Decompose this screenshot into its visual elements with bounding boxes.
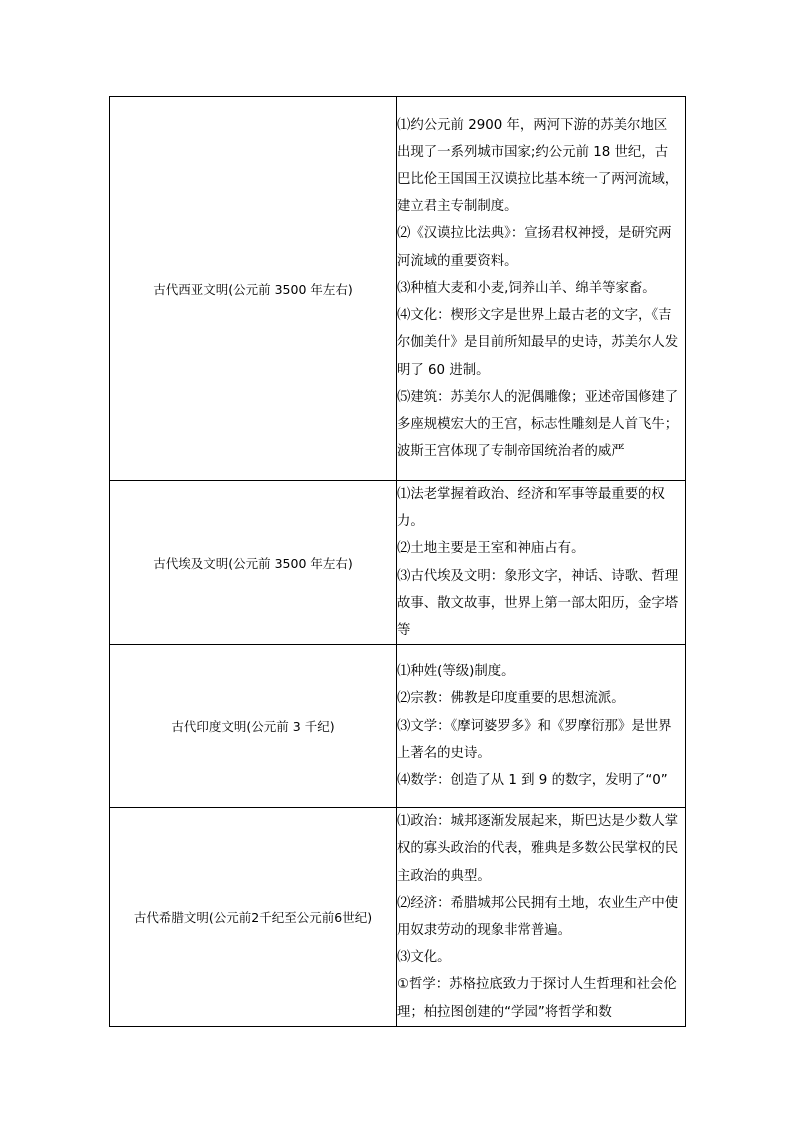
- list-item: ⑵宗教：佛教是印度重要的思想流派。: [397, 691, 625, 707]
- list-item: ⑵土地主要是王室和神庙占有。: [397, 541, 585, 557]
- table-row: [110, 481, 686, 645]
- table-row: [110, 808, 686, 1027]
- row-title: 古代埃及文明(公元前 3500 年左右): [110, 481, 397, 645]
- row-title: 古代西亚文明(公元前 3500 年左右): [110, 97, 397, 481]
- list-item: ⑴种姓(等级)制度。: [397, 664, 515, 680]
- row-description: [397, 808, 686, 1027]
- list-item: ⑴政治：城邦逐渐发展起来，斯巴达是少数人掌权的寡头政治的代表，雅典是多数公民掌权的民主政治的典型。: [397, 814, 679, 884]
- list-item: ⑶古代埃及文明：象形文字，神话、诗歌、哲理故事、散文故事，世界上第一部太阳历，金字塔等: [397, 568, 679, 639]
- row-description: [397, 97, 686, 481]
- list-item: ⑷文化：楔形文字是世界上最古老的文字，《吉尔伽美什》是目前所知最早的史诗，苏美尔人发明了 60 进制。: [397, 308, 679, 378]
- row-title: 古代印度文明(公元前 3 千纪): [110, 645, 397, 808]
- civilization-table: [109, 96, 686, 1027]
- row-title: 古代希腊文明(公元前2千纪至公元前6世纪): [110, 808, 397, 1027]
- list-item: ⑵经济：希腊城邦公民拥有土地，农业生产中使用奴隶劳动的现象非常普遍。: [397, 895, 679, 939]
- table-row: [110, 645, 686, 808]
- list-item: ⑶种植大麦和小麦,饲养山羊、绵羊等家畜。: [397, 280, 656, 296]
- list-item: ⑵《汉谟拉比法典》：宣扬君权神授，是研究两河流域的重要资料。: [397, 226, 672, 269]
- list-item: ⑴法老掌握着政治、经济和军事等最重要的权力。: [397, 487, 665, 530]
- list-item: ⑶文化。: [397, 950, 451, 966]
- list-item: ⑴约公元前 2900 年，两河下游的苏美尔地区出现了一系列城市国家;约公元前 18 世纪，古巴比伦王国国王汉谟拉比基本统一了两河流域，建立君主专制制度。: [397, 117, 679, 215]
- list-item: ①哲学：苏格拉底致力于探讨人生哲理和社会伦理；柏拉图创建的“学园”将哲学和数: [397, 977, 677, 1020]
- row-description: [397, 481, 686, 645]
- row-description: [397, 645, 686, 808]
- list-item: ⑷数学：创造了从 1 到 9 的数字，发明了“0”: [397, 773, 668, 789]
- list-item: ⑸建筑：苏美尔人的泥偶雕像；亚述帝国修建了多座规模宏大的王宫，标志性雕刻是人首飞牛；波斯王宫体现了专制帝国统治者的威严: [397, 389, 679, 460]
- table-row: [110, 97, 686, 481]
- list-item: ⑶文学：《摩诃婆罗多》和《罗摩衍那》是世界上著名的史诗。: [397, 718, 672, 761]
